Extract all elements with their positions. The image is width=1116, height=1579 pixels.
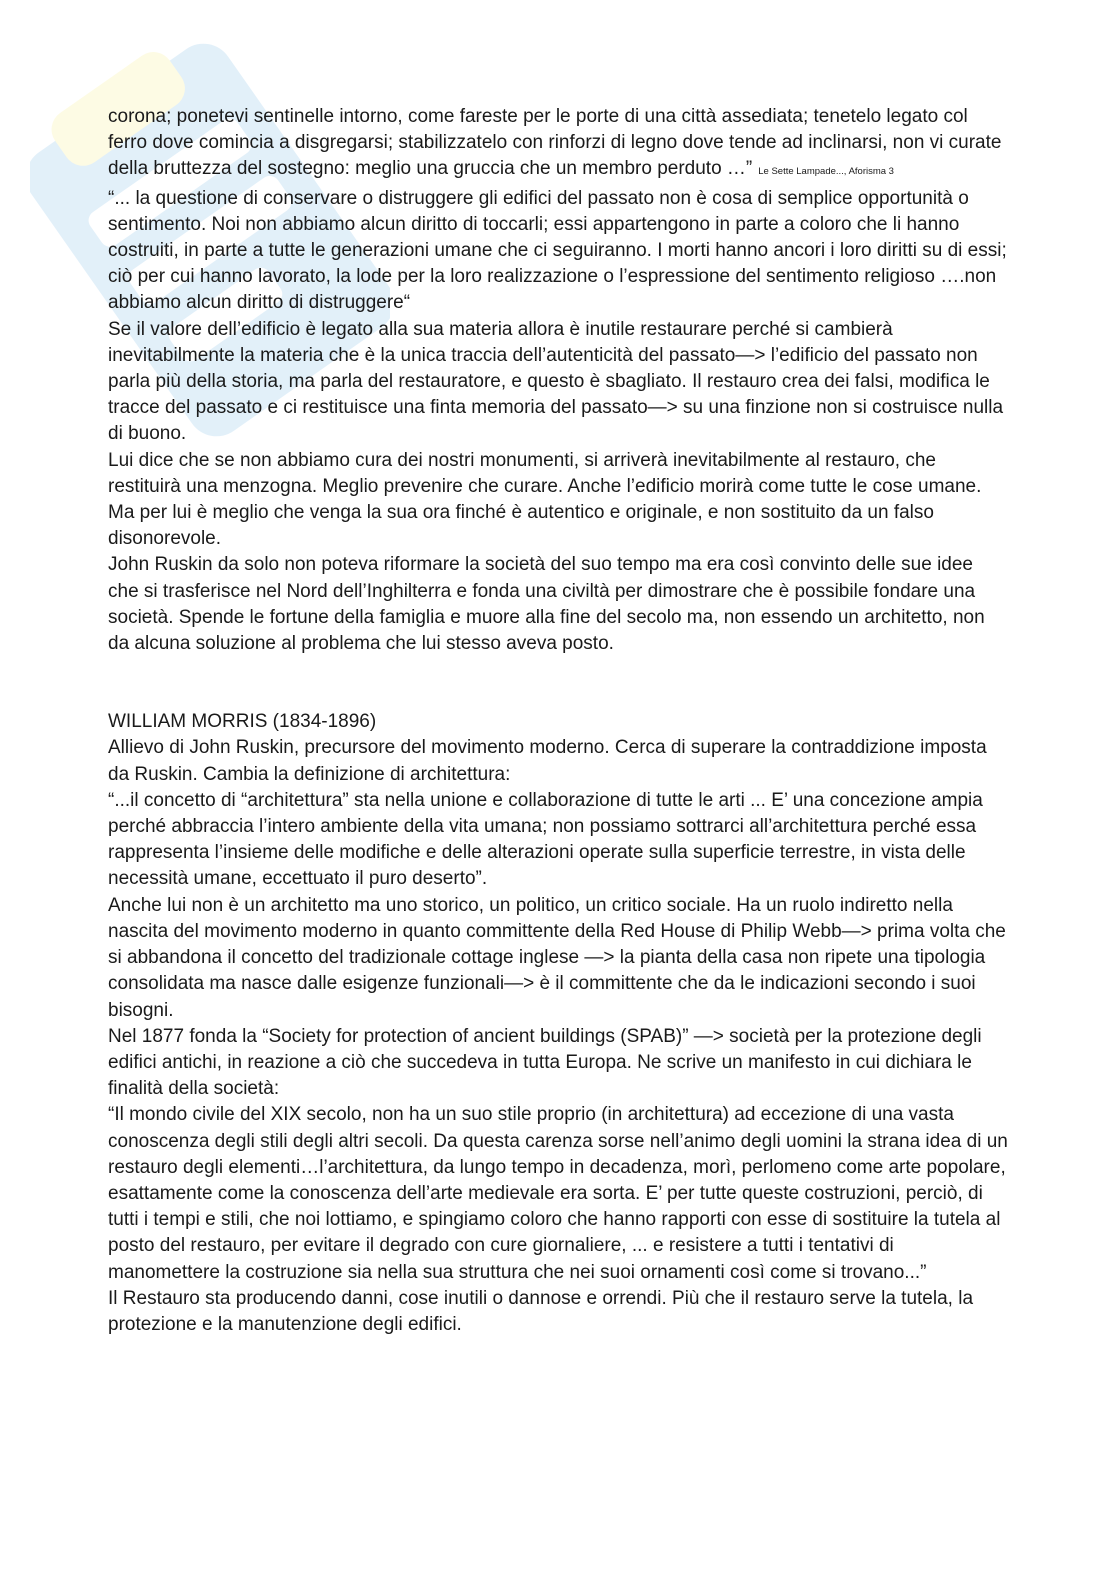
paragraph: Anche lui non è un architetto ma uno storico, un politico, un critico sociale. Ha un ruolo indiretto nella nascita del movimento moderno in quanto committente della Red House di Philip Webb—> prima volta che si abbandona il concetto del tradizionale cottage inglese —> la pianta della casa non ripete una tipologia consolidata ma nasce dalle esigenze funzionali—> è il committente che da le indicazioni secondo i suoi bisogni.: [108, 894, 1006, 1021]
paragraph: John Ruskin da solo non poteva riformare la società del suo tempo ma era così convinto delle sue idee che si trasferisce nel Nord dell’Inghilterra e fonda una civiltà per dimostrare che è possibile fondare una società. Spende le fortune della famiglia e muore alla fine del secolo ma, non essendo un architetto, non da alcuna soluzione al problema che lui stesso aveva posto.: [108, 554, 985, 655]
paragraph: “...il concetto di “architettura” sta nella unione e collaborazione di tutte le arti ... E’ una concezione ampia perché abbraccia l’intero ambiente della vita umana; non possiamo sottrarci all’architettura perché essa rappresenta l’insieme delle modifiche e delle alterazioni operate sulla superficie terrestre, in vista delle necessità umane, eccettuato il puro deserto”.: [108, 789, 983, 890]
paragraph: Se il valore dell’edificio è legato alla sua materia allora è inutile restaurare perché si cambierà inevitabilmente la materia che è la unica traccia dell’autenticità del passato—> l’edificio del passato non parla più della storia, ma parla del restauratore, e questo è sbagliato. Il restauro crea dei falsi, modifica le tracce del passato e ci restituisce una finta memoria del passato—> su una finzione non si costruisce nulla di buono.: [108, 318, 1004, 445]
paragraph: Allievo di John Ruskin, precursore del movimento moderno. Cerca di superare la contraddizione imposta da Ruskin. Cambia la definizione di architettura:: [108, 737, 987, 785]
paragraph: “... la questione di conservare o distruggere gli edifici del passato non è cosa di semplice opportunità o sentimento. Noi non abbiamo alcun diritto di toccarli; essi appartengono in parte a coloro che li hanno costruiti, in parte a tutte le generazioni umane che ci seguiranno. I morti hanno ancori i loro diritti su di essi; ciò per cui hanno lavorato, la lode per la loro realizzazione o l’espressione del sentimento religioso ….non abbiamo alcun diritto di distruggere“: [108, 187, 1007, 314]
section-spacer: [108, 657, 1008, 709]
paragraph: corona; ponetevi sentinelle intorno, come fareste per le porte di una città assediata; tenetelo legato col ferro dove comincia a disgregarsi; stabilizzatelo con rinforzi di legno dove tende ad inclinarsi, non vi curate della bruttezza del sostegno: meglio una gruccia che un membro perduto …” Le Sette Lampade..., Aforisma 3: [108, 106, 1002, 180]
document-body: [108, 104, 1008, 1338]
paragraph: “Il mondo civile del XIX secolo, non ha un suo stile proprio (in architettura) ad eccezione di una vasta conoscenza degli stili degli altri secoli. Da questa carenza sorse nell’animo degli uomini la strana idea di un restauro degli elementi…l’architettura, da lungo tempo in decadenza, morì, perlomeno come arte popolare, esattamente come la conoscenza dell’arte medievale era sorta. E’ per tutte queste costruzioni, perciò, di tutti i tempi e stili, che noi lottiamo, e spingiamo coloro che hanno rapporti con esse di sostituire la tutela al posto del restauro, per evitare il degrado con cure giornaliere, ... e resistere a tutti i tentativi di manomettere la costruzione sia nella sua struttura che nei suoi ornamenti così come si trovano...”: [108, 1104, 1008, 1283]
paragraph: Nel 1877 fonda la “Society for protection of ancient buildings (SPAB)” —> società per la protezione degli edifici antichi, in reazione a ciò che succedeva in tutta Europa. Ne scrive un manifesto in cui dichiara le finalità della società:: [108, 1025, 982, 1100]
paragraph: Il Restauro sta producendo danni, cose inutili o dannose e orrendi. Più che il restauro serve la tutela, la protezione e la manutenzione degli edifici.: [108, 1287, 974, 1335]
paragraph: Lui dice che se non abbiamo cura dei nostri monumenti, si arriverà inevitabilmente al restauro, che restituirà una menzogna. Meglio prevenire che curare. Anche l’edificio morirà come tutte le cose umane. Ma per lui è meglio che venga la sua ora finché è autentico e originale, e non sostituito da un falso disonorevole.: [108, 449, 982, 550]
section-heading: WILLIAM MORRIS (1834-1896): [108, 711, 377, 733]
citation: Le Sette Lampade..., Aforisma 3: [758, 166, 894, 178]
